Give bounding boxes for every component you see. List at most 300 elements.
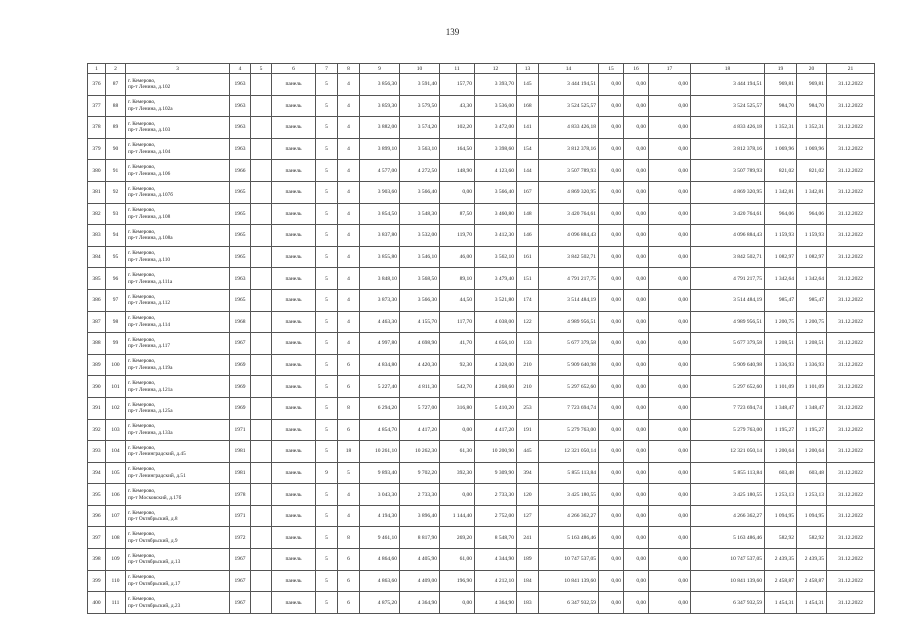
cell-year: 1963 [230, 268, 251, 290]
address-city: г. Кемерово, [128, 142, 156, 149]
cell-ent: 6 [338, 376, 360, 398]
cell-c17: 0,00 [649, 289, 691, 311]
cell-c19: 1 352,31 [765, 117, 797, 139]
cell-c19: 821,02 [765, 160, 797, 182]
cell-c17: 0,00 [649, 181, 691, 203]
cell-c13: 183 [517, 592, 539, 614]
cell-floors: 5 [316, 311, 338, 333]
column-header-14: 14 [539, 64, 599, 74]
cell-c13: 189 [517, 549, 539, 571]
cell-cost: 5 677 379,58 [539, 333, 599, 355]
table-row [88, 95, 875, 117]
cell-c20: 2 439,35 [797, 549, 827, 571]
cell-c15: 0,00 [599, 397, 624, 419]
cell-floors: 5 [316, 570, 338, 592]
cell-a12: 3 460,80 [475, 203, 517, 225]
cell-a10: 3 896,40 [400, 505, 440, 527]
cell-a11: 89,10 [440, 268, 475, 290]
cell-c1: 376 [88, 74, 106, 96]
column-header-8: 8 [338, 64, 360, 74]
cell-wall: панель [272, 95, 316, 117]
cell-a12: 4 328,00 [475, 354, 517, 376]
cell-c18: 4 266 362,27 [691, 505, 765, 527]
address-cell [126, 160, 230, 182]
cell-cost: 4 266 362,27 [539, 505, 599, 527]
cell-c19: 1 208,51 [765, 333, 797, 355]
cell-ent: 8 [338, 397, 360, 419]
cell-c17: 0,00 [649, 225, 691, 247]
address-street: пр-т Ленина, д.103 [128, 127, 171, 134]
cell-c5 [251, 419, 272, 441]
cell-c13: 122 [517, 311, 539, 333]
cell-c17: 0,00 [649, 333, 691, 355]
cell-c16: 0,00 [624, 181, 649, 203]
cell-c18: 3 425 180,55 [691, 484, 765, 506]
cell-c1: 377 [88, 95, 106, 117]
cell-c1: 397 [88, 527, 106, 549]
cell-date: 31.12.2022 [827, 419, 875, 441]
cell-c19: 1 454,31 [765, 592, 797, 614]
address-street: пр-т Ленина, д.121а [128, 386, 173, 393]
column-header-20: 20 [797, 64, 827, 74]
cell-c18: 4 989 956,51 [691, 311, 765, 333]
cell-c18: 5 909 640,98 [691, 354, 765, 376]
cell-c19: 1 200,64 [765, 441, 797, 463]
cell-a11: 117,70 [440, 311, 475, 333]
cell-c2: 94 [106, 225, 126, 247]
cell-c18: 10 747 537,05 [691, 549, 765, 571]
address-city: г. Кемерово, [128, 531, 156, 538]
cell-c16: 0,00 [624, 74, 649, 96]
cell-floors: 5 [316, 181, 338, 203]
cell-wall: панель [272, 549, 316, 571]
cell-c1: 379 [88, 138, 106, 160]
cell-date: 31.12.2022 [827, 311, 875, 333]
column-header-10: 10 [400, 64, 440, 74]
cell-floors: 5 [316, 95, 338, 117]
cell-c13: 210 [517, 376, 539, 398]
cell-cost: 5 279 763,00 [539, 419, 599, 441]
address-city: г. Кемерово, [128, 466, 156, 473]
column-header-7: 7 [316, 64, 338, 74]
cell-a11: 87,50 [440, 203, 475, 225]
cell-c1: 392 [88, 419, 106, 441]
cell-c17: 0,00 [649, 138, 691, 160]
cell-c2: 107 [106, 505, 126, 527]
cell-c13: 394 [517, 462, 539, 484]
address-city: г. Кемерово, [128, 423, 156, 430]
address-cell [126, 354, 230, 376]
column-header-5: 5 [251, 64, 272, 74]
cell-c18: 3 524 525,57 [691, 95, 765, 117]
cell-floors: 5 [316, 246, 338, 268]
cell-wall: панель [272, 203, 316, 225]
cell-a9: 3 855,80 [360, 246, 400, 268]
column-header-19: 19 [765, 64, 797, 74]
cell-a11: 119,70 [440, 225, 475, 247]
cell-c19: 1 069,96 [765, 138, 797, 160]
cell-c17: 0,00 [649, 419, 691, 441]
cell-c18: 7 723 694,74 [691, 397, 765, 419]
cell-a10: 8 817,90 [400, 527, 440, 549]
address-cell [126, 462, 230, 484]
cell-year: 1965 [230, 246, 251, 268]
cell-cost: 5 163 486,46 [539, 527, 599, 549]
cell-c20: 1 094,95 [797, 505, 827, 527]
table-row [88, 74, 875, 96]
cell-c5 [251, 462, 272, 484]
cell-year: 1981 [230, 462, 251, 484]
cell-year: 1965 [230, 181, 251, 203]
cell-c15: 0,00 [599, 181, 624, 203]
cell-c18: 4 833 426,18 [691, 117, 765, 139]
cell-a11: 0,00 [440, 419, 475, 441]
cell-c2: 109 [106, 549, 126, 571]
cell-a11: 102,20 [440, 117, 475, 139]
cell-c13: 144 [517, 160, 539, 182]
cell-a12: 2 733,30 [475, 484, 517, 506]
table-row [88, 138, 875, 160]
cell-c20: 1 352,31 [797, 117, 827, 139]
table-row [88, 484, 875, 506]
cell-date: 31.12.2022 [827, 181, 875, 203]
cell-date: 31.12.2022 [827, 95, 875, 117]
cell-a12: 4 123,60 [475, 160, 517, 182]
address-street: пр-т Ленина, д.106 [128, 170, 171, 177]
cell-a9: 4 875,20 [360, 592, 400, 614]
address-city: г. Кемерово, [128, 250, 156, 257]
cell-c15: 0,00 [599, 246, 624, 268]
cell-c5 [251, 592, 272, 614]
address-cell [126, 138, 230, 160]
cell-cost: 4 791 217,75 [539, 268, 599, 290]
cell-c16: 0,00 [624, 117, 649, 139]
cell-date: 31.12.2022 [827, 376, 875, 398]
address-cell [126, 74, 230, 96]
cell-c15: 0,00 [599, 592, 624, 614]
address-cell [126, 441, 230, 463]
cell-a9: 3 859,30 [360, 95, 400, 117]
cell-a12: 3 412,30 [475, 225, 517, 247]
cell-c16: 0,00 [624, 333, 649, 355]
cell-c16: 0,00 [624, 160, 649, 182]
cell-a11: 269,20 [440, 527, 475, 549]
cell-c2: 103 [106, 419, 126, 441]
column-header-12: 12 [475, 64, 517, 74]
cell-c5 [251, 354, 272, 376]
cell-c5 [251, 397, 272, 419]
cell-c16: 0,00 [624, 311, 649, 333]
cell-wall: панель [272, 138, 316, 160]
cell-ent: 4 [338, 289, 360, 311]
cell-a9: 9 461,10 [360, 527, 400, 549]
cell-c19: 603,48 [765, 462, 797, 484]
cell-c15: 0,00 [599, 462, 624, 484]
cell-wall: панель [272, 181, 316, 203]
table-row [88, 311, 875, 333]
cell-c13: 141 [517, 117, 539, 139]
cell-cost: 12 321 050,14 [539, 441, 599, 463]
address-cell [126, 527, 230, 549]
cell-a9: 3 882,00 [360, 117, 400, 139]
cell-floors: 5 [316, 138, 338, 160]
address-cell [126, 549, 230, 571]
cell-c13: 148 [517, 203, 539, 225]
address-cell [126, 289, 230, 311]
cell-a9: 3 856,30 [360, 74, 400, 96]
address-cell [126, 117, 230, 139]
cell-ent: 4 [338, 225, 360, 247]
address-street: пр-т Ленина, д.114 [128, 321, 171, 328]
table-row [88, 462, 875, 484]
cell-cost: 3 514 484,19 [539, 289, 599, 311]
cell-cost: 3 812 378,16 [539, 138, 599, 160]
address-city: г. Кемерово, [128, 228, 156, 235]
cell-wall: панель [272, 160, 316, 182]
cell-c20: 1 342,64 [797, 268, 827, 290]
table-row [88, 117, 875, 139]
cell-a10: 4 364,90 [400, 592, 440, 614]
cell-c5 [251, 333, 272, 355]
cell-a9: 4 997,80 [360, 333, 400, 355]
cell-c19: 1 348,47 [765, 397, 797, 419]
cell-a12: 8 548,70 [475, 527, 517, 549]
cell-a12: 3 472,00 [475, 117, 517, 139]
cell-floors: 5 [316, 203, 338, 225]
cell-c20: 969,81 [797, 74, 827, 96]
cell-c19: 1 253,13 [765, 484, 797, 506]
cell-year: 1969 [230, 397, 251, 419]
cell-date: 31.12.2022 [827, 203, 875, 225]
cell-a11: 61,00 [440, 549, 475, 571]
cell-a9: 4 577,00 [360, 160, 400, 182]
table-row [88, 203, 875, 225]
cell-c13: 151 [517, 268, 539, 290]
cell-c16: 0,00 [624, 505, 649, 527]
cell-c18: 5 855 113,84 [691, 462, 765, 484]
address-street: пр-т Ленина, д.108 [128, 213, 171, 220]
cell-c20: 1 454,31 [797, 592, 827, 614]
cell-c19: 964,06 [765, 203, 797, 225]
cell-floors: 5 [316, 376, 338, 398]
cell-wall: панель [272, 333, 316, 355]
cell-a10: 4 272,50 [400, 160, 440, 182]
cell-wall: панель [272, 225, 316, 247]
cell-c20: 964,06 [797, 203, 827, 225]
address-street: пр-т Ленина, д.107б [128, 192, 173, 199]
cell-c13: 253 [517, 397, 539, 419]
address-street: пр-т Октябрьский, д.9 [128, 537, 178, 544]
cell-floors: 5 [316, 549, 338, 571]
cell-ent: 8 [338, 527, 360, 549]
cell-c17: 0,00 [649, 462, 691, 484]
cell-year: 1971 [230, 505, 251, 527]
cell-cost: 3 507 789,93 [539, 160, 599, 182]
cell-a9: 4 194,30 [360, 505, 400, 527]
cell-c19: 1 195,27 [765, 419, 797, 441]
cell-year: 1969 [230, 354, 251, 376]
cell-a10: 3 574,20 [400, 117, 440, 139]
cell-c5 [251, 246, 272, 268]
cell-c18: 5 163 486,46 [691, 527, 765, 549]
cell-year: 1978 [230, 484, 251, 506]
address-street: пр-т Ленина, д.111а [128, 278, 173, 285]
cell-c5 [251, 268, 272, 290]
cell-wall: панель [272, 74, 316, 96]
cell-a9: 5 227,40 [360, 376, 400, 398]
column-header-3: 3 [126, 64, 230, 74]
address-street: пр-т Ленинградский, д.51 [128, 472, 186, 479]
cell-ent: 4 [338, 268, 360, 290]
cell-a12: 3 566,40 [475, 181, 517, 203]
cell-cost: 4 096 884,43 [539, 225, 599, 247]
cell-a10: 2 733,30 [400, 484, 440, 506]
cell-c2: 99 [106, 333, 126, 355]
cell-wall: панель [272, 117, 316, 139]
cell-c13: 184 [517, 570, 539, 592]
address-city: г. Кемерово, [128, 358, 156, 365]
cell-c17: 0,00 [649, 505, 691, 527]
cell-a10: 4 405,90 [400, 549, 440, 571]
cell-a10: 3 566,30 [400, 289, 440, 311]
cell-c2: 88 [106, 95, 126, 117]
cell-ent: 18 [338, 441, 360, 463]
cell-a11: 164,50 [440, 138, 475, 160]
cell-c20: 1 200,75 [797, 311, 827, 333]
cell-c16: 0,00 [624, 268, 649, 290]
cell-cost: 10 747 537,05 [539, 549, 599, 571]
cell-c19: 1 342,81 [765, 181, 797, 203]
cell-c2: 96 [106, 268, 126, 290]
cell-a11: 92,30 [440, 354, 475, 376]
cell-a10: 3 566,40 [400, 181, 440, 203]
column-header-11: 11 [440, 64, 475, 74]
cell-floors: 5 [316, 592, 338, 614]
cell-a10: 3 568,50 [400, 268, 440, 290]
cell-c18: 3 507 789,93 [691, 160, 765, 182]
cell-c1: 385 [88, 268, 106, 290]
cell-c18: 10 841 139,60 [691, 570, 765, 592]
cell-c13: 145 [517, 74, 539, 96]
column-header-13: 13 [517, 64, 539, 74]
address-cell [126, 333, 230, 355]
address-cell [126, 203, 230, 225]
cell-c5 [251, 505, 272, 527]
header-row [88, 64, 875, 74]
cell-c19: 985,47 [765, 289, 797, 311]
cell-cost: 4 869 320,95 [539, 181, 599, 203]
cell-c17: 0,00 [649, 570, 691, 592]
cell-ent: 4 [338, 95, 360, 117]
cell-a11: 157,70 [440, 74, 475, 96]
cell-a10: 4 698,90 [400, 333, 440, 355]
cell-c15: 0,00 [599, 505, 624, 527]
table-row [88, 246, 875, 268]
cell-ent: 4 [338, 203, 360, 225]
cell-c5 [251, 441, 272, 463]
cell-c17: 0,00 [649, 117, 691, 139]
cell-a9: 4 854,70 [360, 419, 400, 441]
cell-a9: 3 854,50 [360, 203, 400, 225]
address-cell [126, 95, 230, 117]
cell-year: 1967 [230, 333, 251, 355]
table-row [88, 225, 875, 247]
cell-a10: 4 409,00 [400, 570, 440, 592]
cell-c2: 104 [106, 441, 126, 463]
cell-ent: 4 [338, 74, 360, 96]
cell-c15: 0,00 [599, 570, 624, 592]
cell-c1: 399 [88, 570, 106, 592]
cell-c2: 102 [106, 397, 126, 419]
cell-c5 [251, 74, 272, 96]
cell-c1: 390 [88, 376, 106, 398]
cell-c15: 0,00 [599, 203, 624, 225]
cell-a11: 196,90 [440, 570, 475, 592]
cell-year: 1963 [230, 117, 251, 139]
address-cell [126, 268, 230, 290]
cell-cost: 5 909 640,98 [539, 354, 599, 376]
cell-c17: 0,00 [649, 203, 691, 225]
cell-a12: 2 752,00 [475, 505, 517, 527]
cell-c5 [251, 527, 272, 549]
column-header-4: 4 [230, 64, 251, 74]
cell-c20: 1 348,47 [797, 397, 827, 419]
cell-c20: 1 342,81 [797, 181, 827, 203]
cell-c13: 167 [517, 181, 539, 203]
cell-c15: 0,00 [599, 549, 624, 571]
cell-a12: 4 038,00 [475, 311, 517, 333]
cell-c15: 0,00 [599, 74, 624, 96]
address-street: пр-т Ленинградский, д.45 [128, 451, 186, 458]
cell-wall: панель [272, 527, 316, 549]
cell-c16: 0,00 [624, 397, 649, 419]
cell-c17: 0,00 [649, 160, 691, 182]
table-row [88, 505, 875, 527]
cell-a9: 3 873,30 [360, 289, 400, 311]
cell-c16: 0,00 [624, 138, 649, 160]
cell-wall: панель [272, 419, 316, 441]
address-city: г. Кемерово, [128, 293, 156, 300]
cell-year: 1963 [230, 95, 251, 117]
cell-c5 [251, 181, 272, 203]
cell-date: 31.12.2022 [827, 549, 875, 571]
cell-c17: 0,00 [649, 592, 691, 614]
cell-c19: 2 458,87 [765, 570, 797, 592]
cell-ent: 6 [338, 419, 360, 441]
cell-a12: 3 536,00 [475, 95, 517, 117]
address-street: пр-т Ленина, д.104 [128, 149, 171, 156]
cell-a10: 3 546,10 [400, 246, 440, 268]
cell-c2: 108 [106, 527, 126, 549]
cell-date: 31.12.2022 [827, 505, 875, 527]
table-row [88, 570, 875, 592]
cell-floors: 5 [316, 484, 338, 506]
cell-date: 31.12.2022 [827, 160, 875, 182]
cell-a10: 4 417,20 [400, 419, 440, 441]
cell-c5 [251, 160, 272, 182]
page-number: 139 [445, 27, 460, 37]
cell-floors: 9 [316, 462, 338, 484]
cell-c2: 98 [106, 311, 126, 333]
cell-c2: 92 [106, 181, 126, 203]
cell-c18: 3 420 764,61 [691, 203, 765, 225]
cell-a10: 5 727,00 [400, 397, 440, 419]
address-cell [126, 484, 230, 506]
cell-c16: 0,00 [624, 549, 649, 571]
cell-c2: 111 [106, 592, 126, 614]
table-row [88, 289, 875, 311]
cell-floors: 5 [316, 333, 338, 355]
